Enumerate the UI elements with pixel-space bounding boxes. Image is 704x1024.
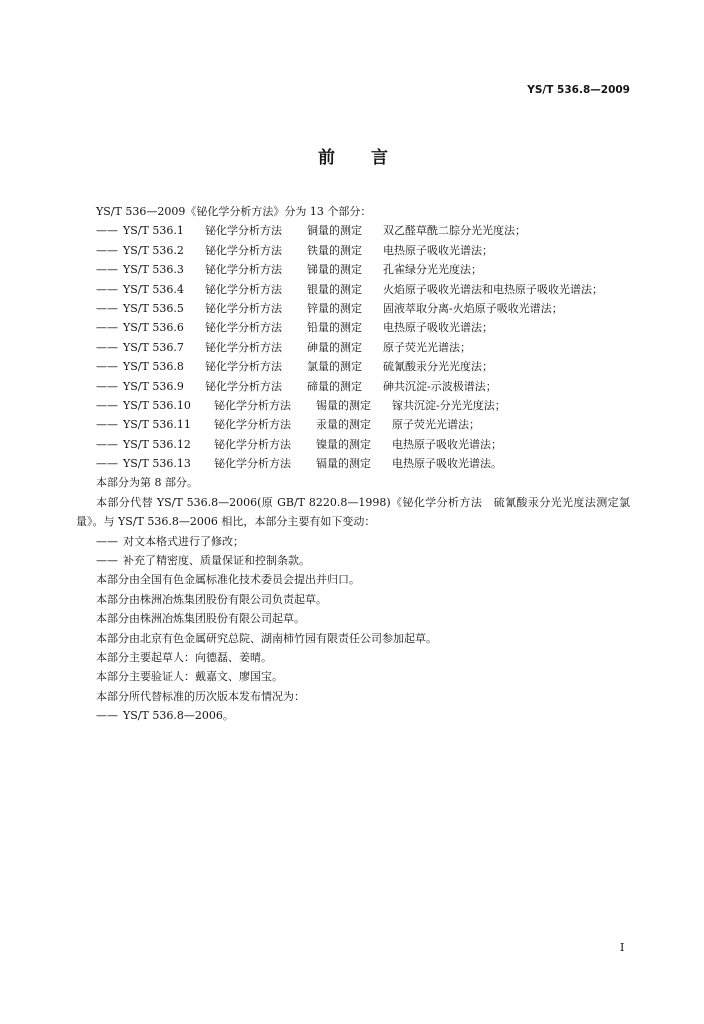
list-dash: —— bbox=[96, 243, 118, 257]
part-series-title: 铋化学分析方法 bbox=[205, 243, 282, 257]
part-list-item bbox=[76, 221, 630, 240]
part-method: 原子荧光光谱法； bbox=[383, 340, 471, 354]
list-dash: —— bbox=[96, 709, 118, 723]
change-list-item bbox=[76, 551, 630, 570]
part-analyte: 氯量的测定 bbox=[307, 360, 362, 374]
proposer-statement: 本部分由全国有色金属标准化技术委员会提出并归口。 bbox=[96, 573, 360, 587]
list-dash: —— bbox=[96, 224, 118, 238]
part-code: YS/T 536.12 bbox=[123, 437, 191, 451]
part-code: YS/T 536.10 bbox=[123, 398, 191, 412]
part-code: YS/T 536.2 bbox=[123, 243, 184, 257]
page-title: 前 言 bbox=[318, 148, 398, 168]
list-dash: —— bbox=[96, 437, 118, 451]
part-method: 砷共沉淀-示波极谱法； bbox=[383, 379, 497, 393]
part-analyte: 铅量的测定 bbox=[307, 321, 362, 335]
part-code: YS/T 536.6 bbox=[123, 321, 184, 335]
part-method: 孔雀绿分光光度法； bbox=[383, 263, 482, 277]
list-dash: —— bbox=[96, 554, 118, 568]
part-code: YS/T 536.8 bbox=[123, 360, 184, 374]
list-dash: —— bbox=[96, 534, 118, 548]
part-analyte: 铜量的测定 bbox=[307, 224, 362, 238]
part-code: YS/T 536.5 bbox=[123, 301, 184, 315]
list-dash: —— bbox=[96, 418, 118, 432]
list-dash: —— bbox=[96, 263, 118, 277]
part-analyte: 碲量的测定 bbox=[307, 379, 362, 393]
participant-statement: 本部分由北京有色金属研究总院、湖南柿竹园有限责任公司参加起草。 bbox=[96, 631, 437, 645]
part-method: 电热原子吸收光谱法； bbox=[383, 243, 493, 257]
part-method: 火焰原子吸收光谱法和电热原子吸收光谱法； bbox=[383, 282, 603, 296]
part-list-item bbox=[76, 357, 630, 376]
part-series-title: 铋化学分析方法 bbox=[205, 360, 282, 374]
part-method: 硫氰酸汞分光光度法； bbox=[383, 360, 493, 374]
part-list-item bbox=[76, 415, 630, 434]
part-list-item bbox=[76, 396, 630, 415]
part-analyte: 镉量的测定 bbox=[316, 457, 371, 471]
part-series-title: 铋化学分析方法 bbox=[205, 282, 282, 296]
part-code: YS/T 536.13 bbox=[123, 457, 191, 471]
part-method: 原子荧光光谱法； bbox=[392, 418, 480, 432]
part-series-title: 铋化学分析方法 bbox=[214, 437, 291, 451]
part-series-title: 铋化学分析方法 bbox=[205, 224, 282, 238]
list-dash: —— bbox=[96, 282, 118, 296]
part-list-item bbox=[76, 260, 630, 279]
part-analyte: 银量的测定 bbox=[307, 282, 362, 296]
part-list-item bbox=[76, 299, 630, 318]
part-series-title: 铋化学分析方法 bbox=[205, 301, 282, 315]
foreword-body bbox=[76, 202, 630, 726]
part-list-item bbox=[76, 377, 630, 396]
part-series-title: 铋化学分析方法 bbox=[205, 340, 282, 354]
part-list-item bbox=[76, 454, 630, 473]
standard-number-header: YS/T 536.8—2009 bbox=[527, 84, 630, 96]
replacement-paragraph: 本部分代替 YS/T 536.8—2006(原 GB/T 8220.8—1998)《铋化学分析方法 硫氰酸汞分光光度法测定氯量》。与 YS/T 536.8—2006 相比，本部分主要有如下变动： bbox=[76, 495, 630, 529]
part-method: 电热原子吸收光谱法。 bbox=[392, 457, 502, 471]
previous-edition-item bbox=[76, 706, 630, 725]
list-dash: —— bbox=[96, 340, 118, 354]
part-series-title: 铋化学分析方法 bbox=[205, 379, 282, 393]
list-dash: —— bbox=[96, 457, 118, 471]
part-method: 电热原子吸收光谱法； bbox=[392, 437, 502, 451]
change-list-item bbox=[76, 532, 630, 551]
part-analyte: 砷量的测定 bbox=[307, 340, 362, 354]
verifiers-statement: 本部分主要验证人：戴嘉文、廖国宝。 bbox=[96, 670, 283, 684]
part-list-item bbox=[76, 318, 630, 337]
part-code: YS/T 536.3 bbox=[123, 263, 184, 277]
drafter-statement: 本部分由株洲冶炼集团股份有限公司起草。 bbox=[96, 612, 305, 626]
change-text: 对文本格式进行了修改； bbox=[123, 534, 244, 548]
part-method: 电热原子吸收光谱法； bbox=[383, 321, 493, 335]
list-dash: —— bbox=[96, 398, 118, 412]
part-analyte: 锑量的测定 bbox=[307, 263, 362, 277]
change-text: 补充了精密度、质量保证和控制条款。 bbox=[123, 554, 310, 568]
list-dash: —— bbox=[96, 301, 118, 315]
part-code: YS/T 536.9 bbox=[123, 379, 184, 393]
page-number: I bbox=[620, 941, 625, 954]
part-method: 双乙醛草酰二腙分光光度法； bbox=[383, 224, 526, 238]
part-series-title: 铋化学分析方法 bbox=[205, 263, 282, 277]
part-series-title: 铋化学分析方法 bbox=[214, 418, 291, 432]
list-dash: —— bbox=[96, 379, 118, 393]
part-method: 固液萃取分离-火焰原子吸收光谱法； bbox=[383, 301, 563, 315]
part-analyte: 镍量的测定 bbox=[316, 437, 371, 451]
part-analyte: 锡量的测定 bbox=[316, 398, 371, 412]
lead-drafter-statement: 本部分由株洲冶炼集团股份有限公司负责起草。 bbox=[96, 592, 327, 606]
part-analyte: 锌量的测定 bbox=[307, 301, 362, 315]
part-code: YS/T 536.1 bbox=[123, 224, 184, 238]
list-dash: —— bbox=[96, 321, 118, 335]
part-statement: 本部分为第 8 部分。 bbox=[96, 476, 198, 490]
part-method: 镓共沉淀-分光光度法； bbox=[392, 398, 506, 412]
main-drafters-statement: 本部分主要起草人：向德磊、姜晴。 bbox=[96, 651, 272, 665]
part-series-title: 铋化学分析方法 bbox=[214, 398, 291, 412]
part-list-item bbox=[76, 241, 630, 260]
part-list-item bbox=[76, 435, 630, 454]
part-code: YS/T 536.11 bbox=[123, 418, 191, 432]
part-analyte: 汞量的测定 bbox=[316, 418, 371, 432]
edition-history-statement: 本部分所代替标准的历次版本发布情况为： bbox=[96, 689, 305, 703]
previous-edition-text: YS/T 536.8—2006。 bbox=[123, 709, 234, 723]
part-series-title: 铋化学分析方法 bbox=[205, 321, 282, 335]
part-list-item bbox=[76, 338, 630, 357]
intro-paragraph: YS/T 536—2009《铋化学分析方法》分为 13 个部分： bbox=[96, 205, 372, 218]
part-code: YS/T 536.7 bbox=[123, 340, 184, 354]
list-dash: —— bbox=[96, 360, 118, 374]
part-series-title: 铋化学分析方法 bbox=[214, 457, 291, 471]
part-code: YS/T 536.4 bbox=[123, 282, 184, 296]
part-list-item bbox=[76, 280, 630, 299]
part-analyte: 铁量的测定 bbox=[307, 243, 362, 257]
